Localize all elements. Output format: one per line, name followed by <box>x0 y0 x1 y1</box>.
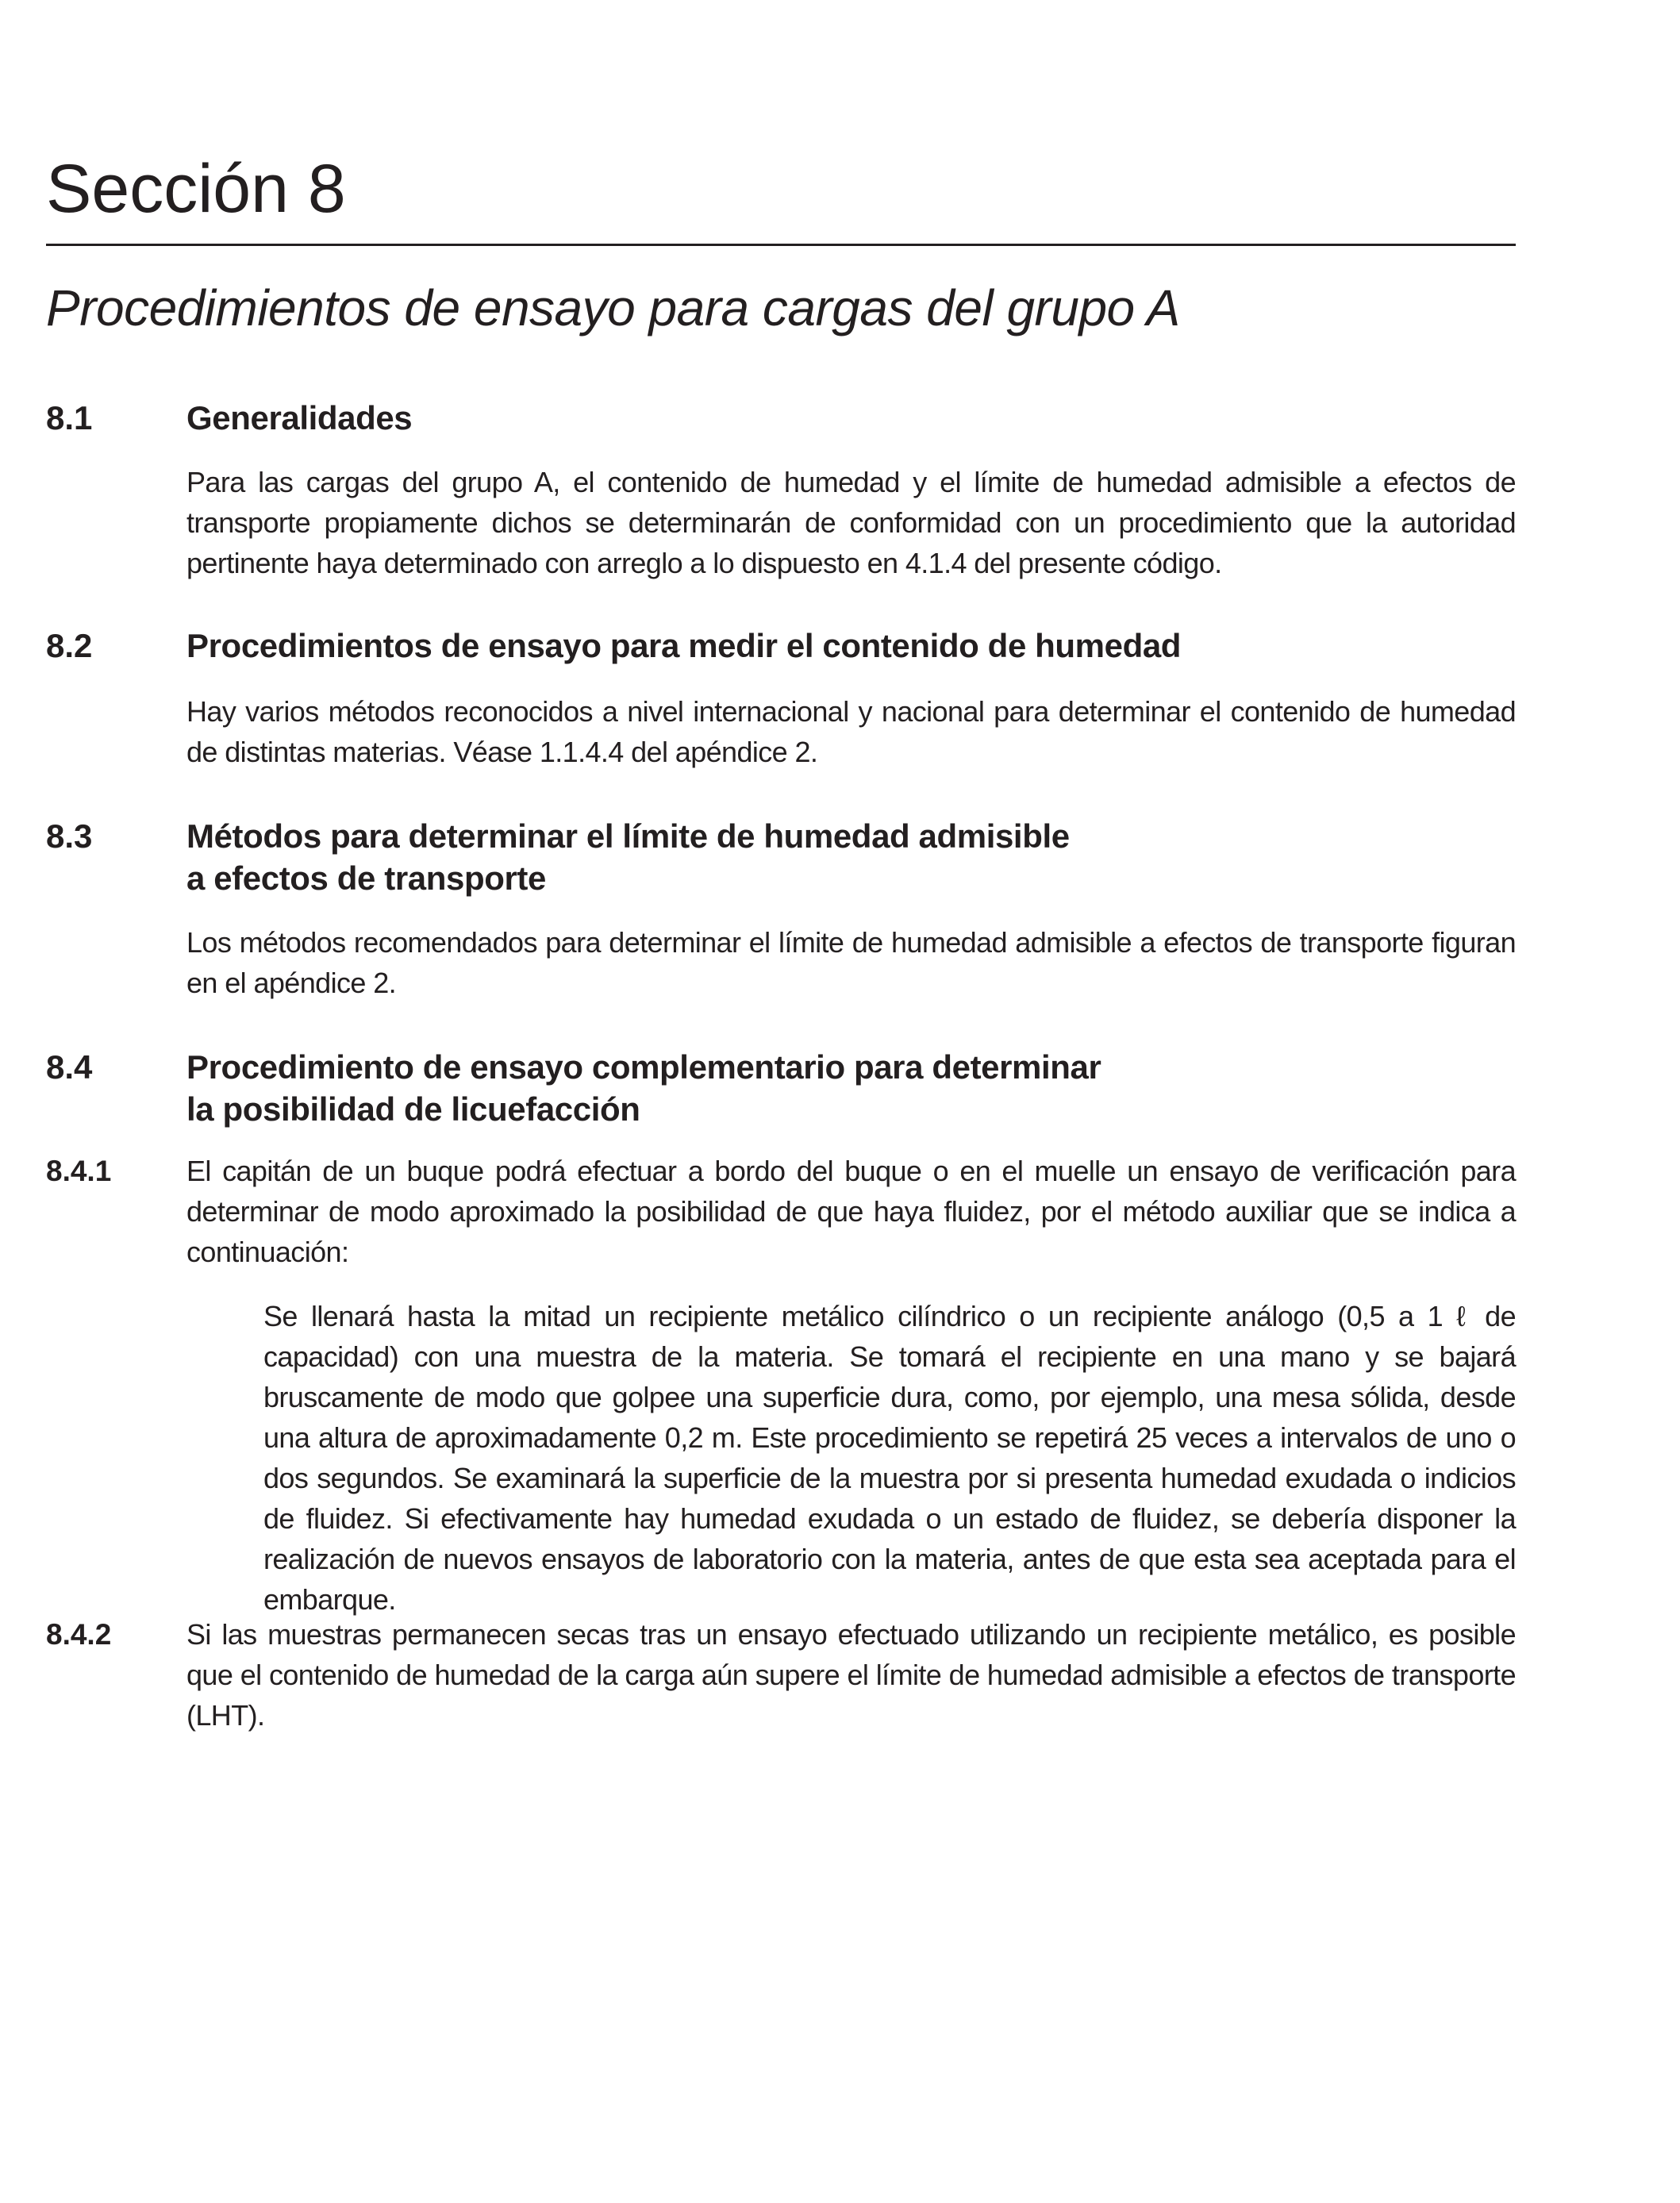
section-heading-8-2: Procedimientos de ensayo para medir el contenido de humedad <box>186 627 1182 664</box>
section-number-8-4: 8.4 <box>46 1048 93 1086</box>
heading-line: la posibilidad de licuefacción <box>186 1090 640 1128</box>
section-number-8-3: 8.3 <box>46 817 93 855</box>
section-heading-8-1: Generalidades <box>186 399 413 436</box>
section-body-8-3: Los métodos recomendados para determinar el límite de humedad admisible a efectos de transporte figuran en el apéndice 2. <box>186 926 1516 999</box>
section-heading-8-4 <box>186 1046 1516 1130</box>
section-heading-8-3 <box>186 815 1516 899</box>
section-number-8-2: 8.2 <box>46 627 93 664</box>
section-title: Sección 8 <box>46 151 346 227</box>
subsection-number-8-4-1: 8.4.1 <box>46 1155 112 1187</box>
section-subtitle: Procedimientos de ensayo para cargas del grupo A <box>46 279 1180 336</box>
section-number-8-1: 8.1 <box>46 399 93 436</box>
heading-line: Métodos para determinar el límite de humedad admisible <box>186 817 1070 855</box>
heading-line: Procedimiento de ensayo complementario para determinar <box>186 1048 1101 1086</box>
section-body-8-2: Hay varios métodos reconocidos a nivel internacional y nacional para determinar el contenido de humedad de distintas materias. Véase 1.1.4.4 del apéndice 2. <box>186 695 1516 768</box>
subsection-number-8-4-2: 8.4.2 <box>46 1618 112 1651</box>
subsection-body-8-4-2: Si las muestras permanecen secas tras un ensayo efectuado utilizando un recipiente metálico, es posible que el contenido de humedad de la carga aún supere el límite de humedad admisible a efectos de transporte (LHT). <box>186 1618 1516 1732</box>
title-divider <box>46 244 1516 246</box>
subsection-body-8-4-1: El capitán de un buque podrá efectuar a bordo del buque o en el muelle un ensayo de verificación para determinar de modo aproximado la posibilidad de que haya fluidez, por el método auxiliar que se indica a continuación: <box>186 1155 1516 1268</box>
section-body-8-1: Para las cargas del grupo A, el contenido de humedad y el límite de humedad admisible a efectos de transporte propiamente dichos se determinarán de conformidad con un procedimiento que la autoridad pertinente haya determinado con arreglo a lo dispuesto en 4.1.4 del presente código. <box>186 466 1516 579</box>
subsection-indented-procedure: Se llenará hasta la mitad un recipiente metálico cilíndrico o un recipiente análogo (0,5 a 1 ℓ de capacidad) con una muestra de la materia. Se tomará el recipiente en una mano y se bajará bruscamente de modo que golpee una superficie dura, como, por ejemplo, una mesa sólida, desde una altura de aproximadamente 0,2 m. Este procedimiento se repetirá 25 veces a intervalos de uno o dos segundos. Se examinará la superficie de la muestra por si presenta humedad exudada o indicios de fluidez. Si efectivamente hay humedad exudada o un estado de fluidez, se debería disponer la realización de nuevos ensayos de laboratorio con la materia, antes de que esta sea aceptada para el embarque. <box>263 1300 1516 1616</box>
heading-line: a efectos de transporte <box>186 859 546 897</box>
